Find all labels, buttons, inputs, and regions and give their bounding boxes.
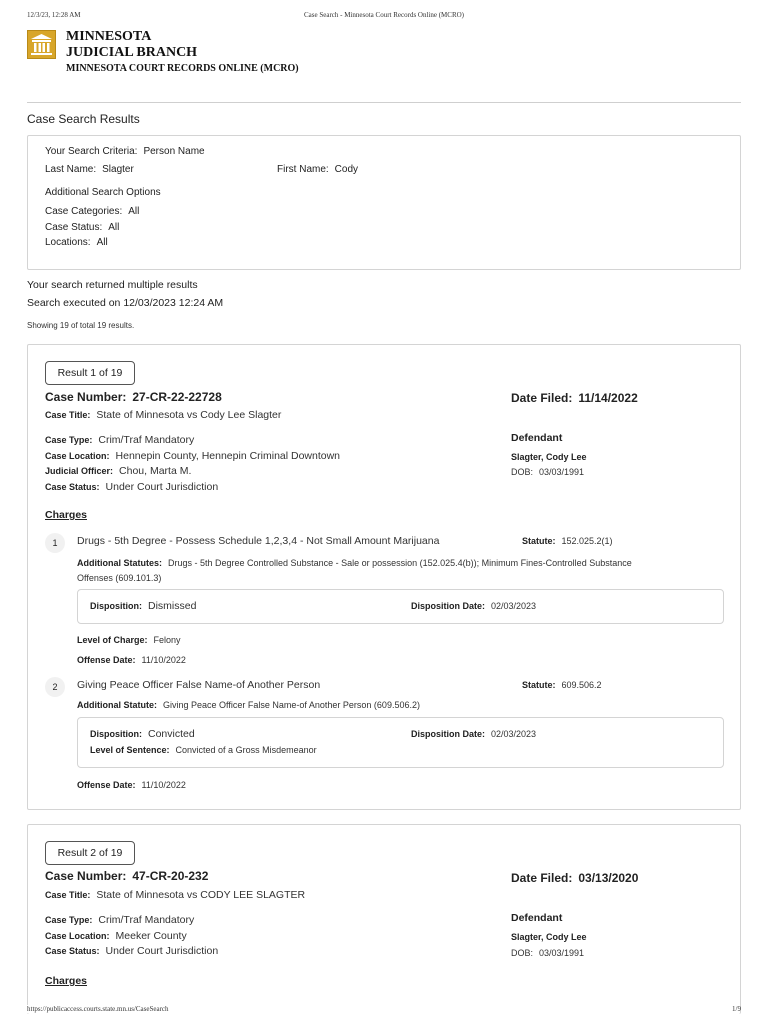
- last-name-row: [45, 164, 134, 175]
- courthouse-icon[interactable]: [27, 30, 56, 59]
- date-filed-value: 11/14/2022: [578, 391, 638, 405]
- offense-date-row: [77, 655, 186, 665]
- case-type-label: Case Type:: [45, 915, 93, 925]
- print-datetime: 12/3/23, 12:28 AM: [27, 11, 81, 19]
- dob-row: [511, 467, 584, 477]
- brand-line1: MINNESOTA: [66, 29, 152, 44]
- case-number-row: [45, 390, 222, 404]
- first-name-label: First Name:: [277, 164, 329, 175]
- showing-count-text: Showing 19 of total 19 results.: [27, 321, 135, 330]
- result-badge: Result 1 of 19: [45, 361, 135, 385]
- criteria-heading-label: Your Search Criteria:: [45, 146, 138, 157]
- date-filed-row: [511, 391, 638, 405]
- additional-statutes-label: Additional Statutes:: [77, 558, 162, 568]
- level-of-sentence-row: [90, 745, 317, 755]
- locations-row: [45, 237, 108, 248]
- last-name-label: Last Name:: [45, 164, 97, 175]
- print-page-number: 1/9: [732, 1005, 741, 1013]
- case-title-value: State of Minnesota vs Cody Lee Slagter: [96, 409, 282, 421]
- brand-subtitle: MINNESOTA COURT RECORDS ONLINE (MCRO): [66, 63, 299, 74]
- case-status-detail-value: Under Court Jurisdiction: [105, 945, 219, 957]
- offense-date-label: Offense Date:: [77, 780, 136, 790]
- statute-row: [522, 536, 613, 546]
- dob-row: [511, 948, 584, 958]
- disposition-date-row: [411, 729, 536, 739]
- disposition-label: Disposition:: [90, 601, 142, 611]
- defendant-name: Slagter, Cody Lee: [511, 932, 587, 942]
- level-of-sentence-value: Convicted of a Gross Misdemeanor: [175, 745, 317, 755]
- case-status-detail-label: Case Status:: [45, 482, 100, 492]
- disposition-date-value: 02/03/2023: [491, 601, 537, 611]
- judicial-officer-row: [45, 465, 191, 477]
- print-title: Case Search - Minnesota Court Records Online (MCRO): [304, 11, 464, 19]
- date-filed-label: Date Filed:: [511, 391, 573, 405]
- disposition-date-label: Disposition Date:: [411, 729, 486, 739]
- case-status-row: [45, 222, 119, 233]
- level-of-charge-value: Felony: [153, 635, 181, 645]
- disposition-row: [90, 600, 196, 612]
- case-location-label: Case Location:: [45, 931, 110, 941]
- case-categories-row: [45, 206, 139, 217]
- first-name-row: [277, 164, 358, 175]
- dob-label: DOB:: [511, 467, 534, 477]
- additional-statutes-value: Drugs - 5th Degree Controlled Substance - Sale or possession (152.025.4(b)); Minimum Fines-Controlled Substance: [168, 558, 632, 568]
- additional-statute-label: Additional Statute:: [77, 700, 157, 710]
- dob-label: DOB:: [511, 948, 534, 958]
- case-title-label: Case Title:: [45, 410, 91, 420]
- disposition-value: Dismissed: [148, 600, 197, 612]
- offense-date-label: Offense Date:: [77, 655, 136, 665]
- charges-link[interactable]: Charges: [45, 509, 88, 521]
- last-name-value: Slagter: [102, 164, 134, 175]
- additional-statute-row: [77, 700, 420, 710]
- case-categories-value: All: [128, 206, 140, 217]
- disposition-value: Convicted: [148, 728, 195, 740]
- criteria-heading: [45, 146, 205, 157]
- case-title-row: [45, 409, 281, 421]
- case-number-label: Case Number:: [45, 390, 127, 404]
- case-number-label: Case Number:: [45, 869, 127, 883]
- charges-link[interactable]: Charges: [45, 975, 88, 987]
- additional-statute-value: Giving Peace Officer False Name-of Another Person (609.506.2): [163, 700, 420, 710]
- level-of-charge-label: Level of Charge:: [77, 635, 148, 645]
- locations-label: Locations:: [45, 237, 91, 248]
- case-location-value: Meeker County: [115, 930, 187, 942]
- criteria-heading-value: Person Name: [143, 146, 205, 157]
- case-location-row: [45, 930, 187, 942]
- level-of-charge-row: [77, 635, 181, 645]
- offense-date-value: 11/10/2022: [141, 655, 186, 665]
- print-url: https://publicaccess.courts.state.mn.us/CaseSearch: [27, 1005, 169, 1013]
- case-type-label: Case Type:: [45, 435, 93, 445]
- case-location-value: Hennepin County, Hennepin Criminal Downtown: [115, 450, 341, 462]
- page-title: Case Search Results: [27, 112, 140, 126]
- brand-line2: JUDICIAL BRANCH: [66, 45, 198, 60]
- case-type-value: Crim/Traf Mandatory: [98, 914, 195, 926]
- case-status-value: All: [108, 222, 120, 233]
- case-categories-label: Case Categories:: [45, 206, 123, 217]
- date-filed-row: [511, 871, 638, 885]
- offense-date-row: [77, 780, 186, 790]
- judicial-officer-label: Judicial Officer:: [45, 466, 114, 476]
- additional-statutes-value-cont: Offenses (609.101.3): [77, 573, 162, 583]
- disposition-row: [90, 728, 195, 740]
- statute-row: [522, 680, 602, 690]
- case-title-label: Case Title:: [45, 890, 91, 900]
- date-filed-value: 03/13/2020: [578, 871, 639, 885]
- case-status-detail-row: [45, 945, 218, 957]
- disposition-label: Disposition:: [90, 729, 142, 739]
- disposition-panel: [77, 717, 724, 768]
- case-number-row: [45, 869, 208, 883]
- case-title-value: State of Minnesota vs CODY LEE SLAGTER: [96, 889, 306, 901]
- statute-value: 152.025.2(1): [561, 536, 613, 546]
- case-status-detail-row: [45, 481, 218, 493]
- case-number-value[interactable]: 47-CR-20-232: [132, 869, 209, 883]
- level-of-sentence-label: Level of Sentence:: [90, 745, 170, 755]
- disposition-date-label: Disposition Date:: [411, 601, 486, 611]
- dob-value: 03/03/1991: [539, 948, 585, 958]
- search-executed-text: Search executed on 12/03/2023 12:24 AM: [27, 297, 224, 309]
- statute-label: Statute:: [522, 680, 556, 690]
- statute-label: Statute:: [522, 536, 556, 546]
- additional-statutes-block: [77, 556, 717, 586]
- case-title-row: [45, 889, 305, 901]
- statute-value: 609.506.2: [561, 680, 602, 690]
- additional-options-heading: Additional Search Options: [45, 187, 161, 198]
- result-badge: Result 2 of 19: [45, 841, 135, 865]
- case-number-value[interactable]: 27-CR-22-22728: [132, 390, 222, 404]
- defendant-heading: Defendant: [511, 432, 563, 444]
- disposition-date-row: [411, 601, 536, 611]
- judicial-officer-value: Chou, Marta M.: [119, 465, 192, 477]
- charge-description: Drugs - 5th Degree - Possess Schedule 1,2,3,4 - Not Small Amount Marijuana: [77, 535, 440, 547]
- date-filed-label: Date Filed:: [511, 871, 573, 885]
- case-status-detail-value: Under Court Jurisdiction: [105, 481, 219, 493]
- charge-description: Giving Peace Officer False Name-of Another Person: [77, 679, 321, 691]
- charge-number-badge: 1: [45, 533, 65, 553]
- results-multiple-text: Your search returned multiple results: [27, 279, 198, 291]
- case-status-label: Case Status:: [45, 222, 103, 233]
- dob-value: 03/03/1991: [539, 467, 585, 477]
- disposition-date-value: 02/03/2023: [491, 729, 537, 739]
- charge-number-badge: 2: [45, 677, 65, 697]
- case-status-detail-label: Case Status:: [45, 946, 100, 956]
- case-location-label: Case Location:: [45, 451, 110, 461]
- defendant-heading: Defendant: [511, 912, 563, 924]
- header-divider: [27, 102, 741, 103]
- case-type-row: [45, 434, 194, 446]
- defendant-name: Slagter, Cody Lee: [511, 452, 587, 462]
- locations-value: All: [96, 237, 108, 248]
- first-name-value: Cody: [334, 164, 359, 175]
- offense-date-value: 11/10/2022: [141, 780, 186, 790]
- case-location-row: [45, 450, 340, 462]
- case-type-row: [45, 914, 194, 926]
- case-type-value: Crim/Traf Mandatory: [98, 434, 195, 446]
